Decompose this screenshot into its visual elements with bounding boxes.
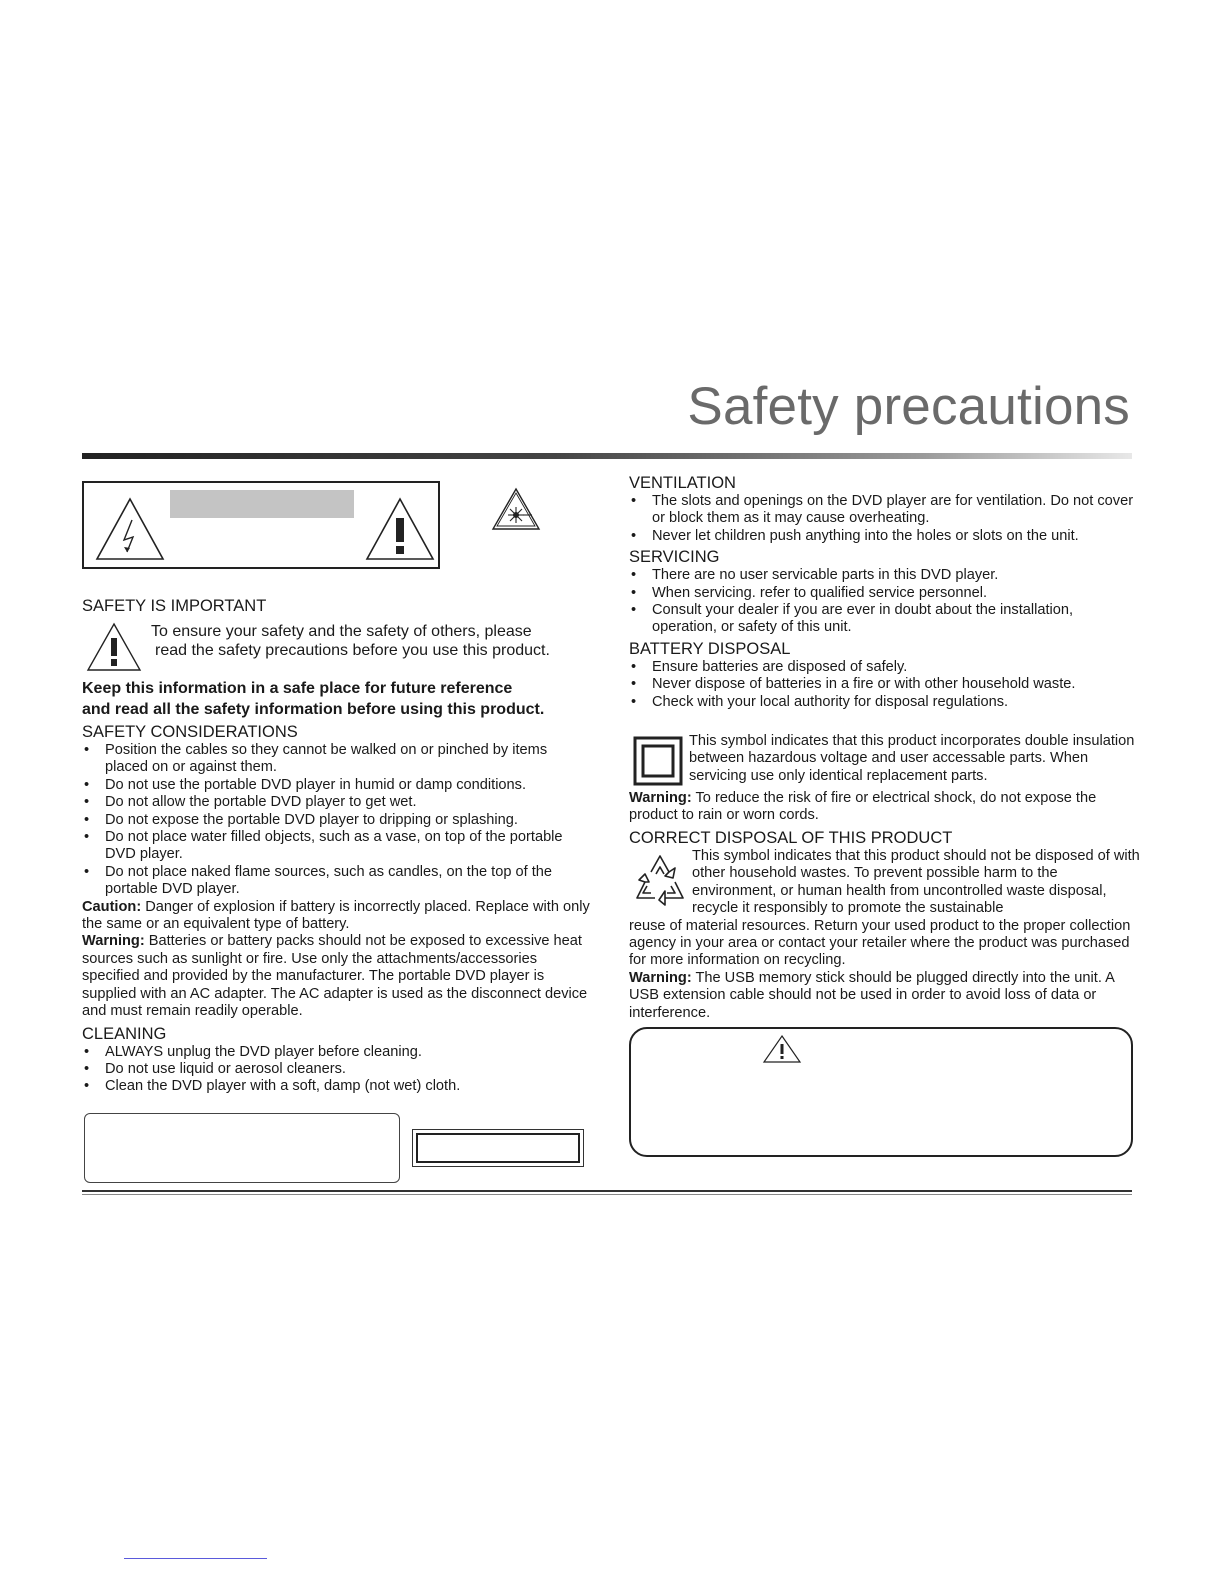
warning-text: Batteries or battery packs should not be exposed to excessive heat sources such as sunlight or fire. Use only the attachments/accessories specified and provided by the manufacturer. The portable DVD player is supplied with an AC adapter. The AC adapter is used as the disconnect device and must remain readily operable.	[82, 933, 588, 1020]
safety-important-text-line1: To ensure your safety and the safety of others, please	[151, 623, 532, 640]
list-item: • Check with your local authority for disposal regulations.	[629, 694, 1141, 711]
battery-warning-paragraph	[82, 933, 592, 1020]
safety-considerations-list	[82, 742, 592, 899]
list-item: • The slots and openings on the DVD player are for ventilation. Do not cover or block them as it may cause overheating.	[629, 493, 1141, 528]
list-item: • Do not place water filled objects, such as a vase, on top of the portable DVD player.	[82, 829, 592, 864]
exclamation-warning-triangle-icon	[364, 496, 436, 562]
exclamation-warning-triangle-icon	[86, 622, 142, 672]
safety-important-block	[82, 622, 592, 674]
list-item: • Do not allow the portable DVD player to get wet.	[82, 794, 592, 811]
correct-disposal-heading: CORRECT DISPOSAL OF THIS PRODUCT	[629, 828, 953, 847]
caution-label: Caution:	[82, 898, 142, 915]
lightning-warning-triangle-icon	[94, 496, 166, 562]
list-item: • Never let children push anything into the holes or slots on the unit.	[629, 528, 1141, 545]
battery-caution-paragraph	[82, 899, 592, 934]
usb-warning	[629, 970, 1141, 1022]
double-insulation-warning	[629, 790, 1141, 825]
safety-considerations-heading: SAFETY CONSIDERATIONS	[82, 723, 298, 741]
page-title: Safety precautions	[687, 377, 1130, 436]
battery-disposal-heading: BATTERY DISPOSAL	[629, 639, 791, 658]
warning-label: Warning:	[629, 969, 692, 986]
laser-warning-triangle-icon	[491, 487, 541, 531]
list-item: • There are no user servicable parts in this DVD player.	[629, 567, 1141, 584]
disposal-continued-text: reuse of material resources. Return your used product to the proper collection agency in your area or contact your retailer where the product was purchased for more information on recycling.	[629, 917, 1131, 969]
ventilation-heading: VENTILATION	[629, 474, 736, 492]
list-item: • Do not place naked flame sources, such as candles, on the top of the portable DVD player.	[82, 864, 592, 899]
warning-label: Warning:	[82, 933, 145, 950]
safety-important-heading: SAFETY IS IMPORTANT	[82, 597, 267, 615]
double-insulation-square-icon	[629, 736, 689, 790]
left-column	[82, 596, 592, 1096]
caution-text: Danger of explosion if battery is incorrectly placed. Replace with only the same or an equivalent type of battery.	[82, 898, 590, 933]
list-item: • Do not use liquid or aerosol cleaners.	[82, 1061, 592, 1078]
recycle-icon	[629, 848, 692, 914]
list-item: • Do not expose the portable DVD player to dripping or splashing.	[82, 812, 592, 829]
list-item: • Do not use the portable DVD player in humid or damp conditions.	[82, 777, 592, 794]
list-item: • ALWAYS unplug the DVD player before cleaning.	[82, 1044, 592, 1061]
safety-important-text-line2: read the safety precautions before you use this product.	[155, 642, 550, 659]
notice-box-left	[84, 1113, 400, 1183]
list-item: • Position the cables so they cannot be walked on or pinched by items placed on or against them.	[82, 742, 592, 777]
exclamation-warning-triangle-icon	[762, 1034, 802, 1064]
ventilation-list	[629, 493, 1141, 545]
label-frame	[412, 1129, 584, 1167]
disposal-side-text: This symbol indicates that this product should not be disposed of with other household wastes. To prevent possible harm to the environment, or human health from uncontrolled waste disposal, recycle it responsibly to promote the sustainable	[692, 847, 1140, 917]
footer-divider	[82, 1190, 1132, 1192]
double-insulation-text: This symbol indicates that this product incorporates double insulation between hazardous voltage and user accessable parts. When servicing use only identical replacement parts.	[689, 733, 1135, 784]
battery-disposal-list	[629, 659, 1141, 711]
caution-label-bar	[170, 490, 354, 518]
warning-text: To reduce the risk of fire or electrical shock, do not expose the product to rain or worn cords.	[629, 790, 1097, 824]
title-divider	[82, 453, 1132, 459]
footer-divider-thin	[82, 1194, 1132, 1195]
list-item: • Never dispose of batteries in a fire or with other household waste.	[629, 676, 1141, 693]
list-item: • When servicing. refer to qualified service personnel.	[629, 585, 1141, 602]
cleaning-heading: CLEANING	[82, 1024, 167, 1043]
disposal-symbol-block	[629, 848, 1141, 918]
bottom-underline	[124, 1558, 267, 1559]
keep-information-note	[82, 678, 592, 720]
keep-note-line1: Keep this information in a safe place for future reference	[82, 680, 513, 697]
double-insulation-block	[629, 733, 1141, 790]
label-frame-inner	[416, 1133, 580, 1163]
servicing-list	[629, 567, 1141, 637]
servicing-heading: SERVICING	[629, 548, 720, 567]
list-item: • Ensure batteries are disposed of safely.	[629, 659, 1141, 676]
list-item: • Consult your dealer if you are ever in doubt about the installation, operation, or safety of this unit.	[629, 602, 1141, 637]
cleaning-list	[82, 1044, 592, 1096]
caution-notice-box	[629, 1027, 1133, 1157]
list-item: • Clean the DVD player with a soft, damp (not wet) cloth.	[82, 1078, 592, 1095]
right-column	[629, 473, 1141, 1022]
warning-label: Warning:	[629, 790, 692, 807]
warning-text: The USB memory stick should be plugged directly into the unit. A USB extension cable should not be used in order to avoid loss of data or interference.	[629, 969, 1115, 1021]
keep-note-line2: and read all the safety information before using this product.	[82, 701, 545, 718]
